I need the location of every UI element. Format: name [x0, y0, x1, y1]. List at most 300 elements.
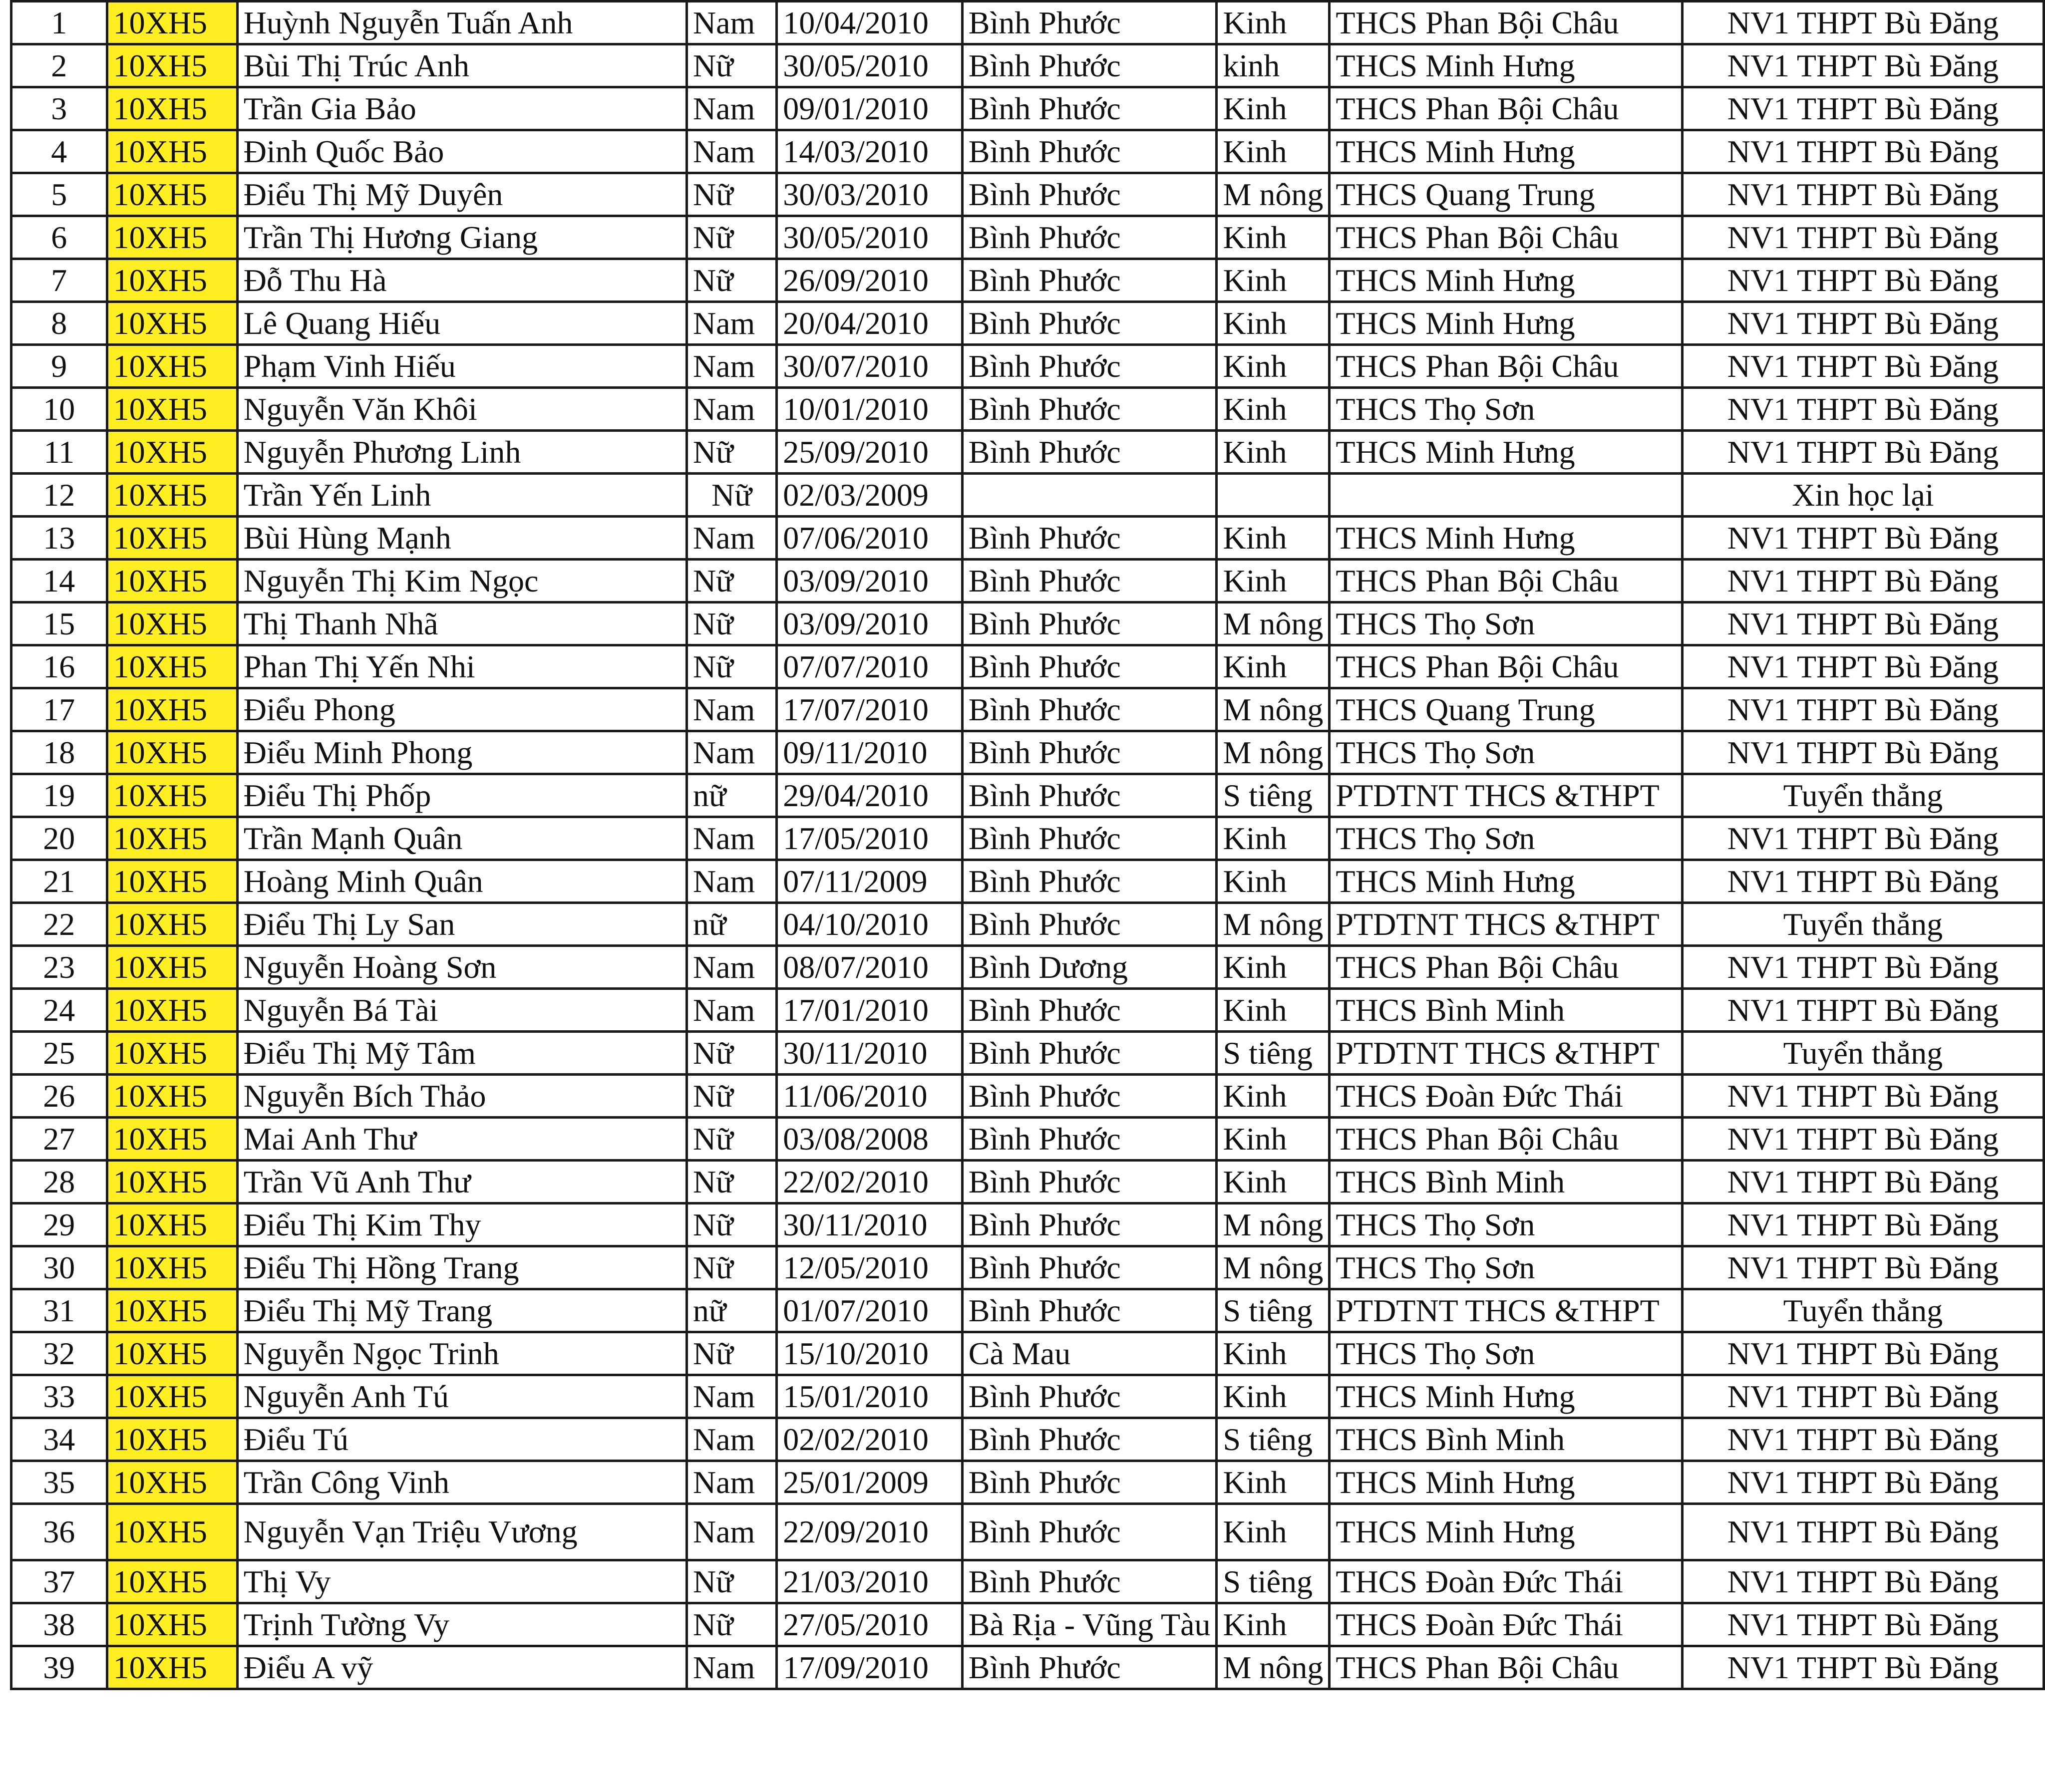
cell-school: THCS Phan Bội Châu [1330, 946, 1682, 989]
cell-ethnicity: Kinh [1217, 989, 1330, 1032]
cell-birth-place: Bình Phước [962, 688, 1217, 731]
cell-ethnicity: Kinh [1217, 1332, 1330, 1375]
table-row [11, 903, 2044, 946]
cell-class: 10XH5 [107, 1461, 237, 1504]
table-row [11, 1646, 2044, 1689]
table-row [11, 517, 2044, 560]
cell-ethnicity: Kinh [1217, 216, 1330, 259]
cell-ethnicity: Kinh [1217, 1461, 1330, 1504]
cell-note: NV1 THPT Bù Đăng [1682, 1375, 2044, 1418]
cell-school: THCS Minh Hưng [1330, 1461, 1682, 1504]
cell-class: 10XH5 [107, 1375, 237, 1418]
cell-gender: Nữ [686, 1203, 776, 1246]
table-row [11, 302, 2044, 345]
cell-note: NV1 THPT Bù Đăng [1682, 216, 2044, 259]
cell-class: 10XH5 [107, 560, 237, 602]
cell-gender: Nam [686, 817, 776, 860]
table-row [11, 1203, 2044, 1246]
cell-class: 10XH5 [107, 1418, 237, 1461]
cell-school: THCS Minh Hưng [1330, 1375, 1682, 1418]
cell-gender: Nam [686, 1646, 776, 1689]
cell-birth-date: 09/01/2010 [777, 87, 963, 130]
cell-birth-place: Bình Phước [962, 259, 1217, 302]
cell-ethnicity: M nông [1217, 1203, 1330, 1246]
cell-birth-place: Bình Phước [962, 1203, 1217, 1246]
cell-stt: 19 [11, 774, 107, 817]
cell-gender: nữ [686, 903, 776, 946]
cell-full-name: Điểu Thị Mỹ Duyên [237, 173, 686, 216]
cell-school: THCS Bình Minh [1330, 1161, 1682, 1203]
cell-gender: Nam [686, 345, 776, 388]
cell-note: Xin học lại [1682, 474, 2044, 517]
cell-school: THCS Quang Trung [1330, 688, 1682, 731]
cell-birth-date: 27/05/2010 [777, 1603, 963, 1646]
cell-birth-place: Bình Phước [962, 774, 1217, 817]
cell-ethnicity: S tiêng [1217, 774, 1330, 817]
cell-class: 10XH5 [107, 259, 237, 302]
cell-gender: nữ [686, 1289, 776, 1332]
table-row [11, 688, 2044, 731]
cell-gender: Nam [686, 517, 776, 560]
cell-ethnicity: Kinh [1217, 860, 1330, 903]
cell-note: NV1 THPT Bù Đăng [1682, 517, 2044, 560]
cell-class: 10XH5 [107, 1032, 237, 1075]
cell-school: THCS Quang Trung [1330, 173, 1682, 216]
table-row [11, 602, 2044, 645]
cell-birth-date: 17/01/2010 [777, 989, 963, 1032]
cell-full-name: Điểu Thị Mỹ Trang [237, 1289, 686, 1332]
cell-full-name: Nguyễn Ngọc Trinh [237, 1332, 686, 1375]
cell-class: 10XH5 [107, 216, 237, 259]
cell-class: 10XH5 [107, 1560, 237, 1603]
cell-school: PTDTNT THCS &THPT [1330, 774, 1682, 817]
cell-gender: Nữ [686, 1603, 776, 1646]
cell-full-name: Điểu Thị Ly San [237, 903, 686, 946]
cell-note: NV1 THPT Bù Đăng [1682, 1118, 2044, 1161]
cell-full-name: Huỳnh Nguyễn Tuấn Anh [237, 1, 686, 44]
cell-birth-date: 30/05/2010 [777, 216, 963, 259]
cell-note: NV1 THPT Bù Đăng [1682, 1203, 2044, 1246]
cell-birth-place: Bình Phước [962, 1, 1217, 44]
cell-school: THCS Phan Bội Châu [1330, 1118, 1682, 1161]
cell-birth-place: Bình Phước [962, 1461, 1217, 1504]
cell-full-name: Trần Gia Bảo [237, 87, 686, 130]
cell-stt: 27 [11, 1118, 107, 1161]
cell-stt: 34 [11, 1418, 107, 1461]
cell-birth-place: Bình Phước [962, 817, 1217, 860]
cell-school: THCS Bình Minh [1330, 1418, 1682, 1461]
cell-gender: Nam [686, 302, 776, 345]
cell-full-name: Bùi Thị Trúc Anh [237, 44, 686, 87]
cell-stt: 13 [11, 517, 107, 560]
cell-school: THCS Phan Bội Châu [1330, 1646, 1682, 1689]
cell-ethnicity: Kinh [1217, 1161, 1330, 1203]
cell-full-name: Bùi Hùng Mạnh [237, 517, 686, 560]
table-row [11, 1161, 2044, 1203]
cell-ethnicity: Kinh [1217, 1375, 1330, 1418]
cell-class: 10XH5 [107, 1289, 237, 1332]
cell-note: Tuyển thẳng [1682, 1032, 2044, 1075]
cell-school: THCS Thọ Sơn [1330, 1332, 1682, 1375]
cell-ethnicity: M nông [1217, 688, 1330, 731]
cell-birth-place: Bình Phước [962, 645, 1217, 688]
cell-birth-place: Cà Mau [962, 1332, 1217, 1375]
cell-class: 10XH5 [107, 388, 237, 431]
cell-birth-place: Bình Phước [962, 1246, 1217, 1289]
cell-stt: 24 [11, 989, 107, 1032]
cell-birth-place: Bình Phước [962, 388, 1217, 431]
cell-stt: 32 [11, 1332, 107, 1375]
cell-gender: Nữ [686, 431, 776, 474]
cell-gender: Nam [686, 1504, 776, 1560]
cell-birth-place: Bà Rịa - Vũng Tàu [962, 1603, 1217, 1646]
table-row [11, 1418, 2044, 1461]
table-row [11, 1375, 2044, 1418]
cell-gender: Nữ [686, 173, 776, 216]
cell-stt: 30 [11, 1246, 107, 1289]
table-row [11, 774, 2044, 817]
cell-note: NV1 THPT Bù Đăng [1682, 989, 2044, 1032]
cell-birth-date: 03/08/2008 [777, 1118, 963, 1161]
cell-birth-date: 03/09/2010 [777, 560, 963, 602]
cell-birth-date: 12/05/2010 [777, 1246, 963, 1289]
cell-ethnicity: Kinh [1217, 1075, 1330, 1118]
cell-class: 10XH5 [107, 1246, 237, 1289]
cell-note: NV1 THPT Bù Đăng [1682, 602, 2044, 645]
table-row [11, 44, 2044, 87]
cell-class: 10XH5 [107, 1646, 237, 1689]
cell-birth-place: Bình Phước [962, 1504, 1217, 1560]
table-body [11, 1, 2044, 1689]
cell-full-name: Trần Công Vinh [237, 1461, 686, 1504]
table-row [11, 560, 2044, 602]
cell-stt: 21 [11, 860, 107, 903]
cell-school: THCS Thọ Sơn [1330, 388, 1682, 431]
cell-note: NV1 THPT Bù Đăng [1682, 731, 2044, 774]
cell-note: NV1 THPT Bù Đăng [1682, 1461, 2044, 1504]
cell-stt: 18 [11, 731, 107, 774]
cell-stt: 22 [11, 903, 107, 946]
cell-stt: 12 [11, 474, 107, 517]
cell-stt: 4 [11, 130, 107, 173]
cell-ethnicity: Kinh [1217, 302, 1330, 345]
cell-ethnicity: M nông [1217, 903, 1330, 946]
cell-school: THCS Đoàn Đức Thái [1330, 1603, 1682, 1646]
cell-school: THCS Bình Minh [1330, 989, 1682, 1032]
cell-birth-place: Bình Dương [962, 946, 1217, 989]
cell-school: THCS Phan Bội Châu [1330, 560, 1682, 602]
cell-stt: 10 [11, 388, 107, 431]
cell-note: NV1 THPT Bù Đăng [1682, 860, 2044, 903]
cell-full-name: Trần Yến Linh [237, 474, 686, 517]
cell-note: Tuyển thẳng [1682, 774, 2044, 817]
cell-birth-date: 17/07/2010 [777, 688, 963, 731]
table-row [11, 345, 2044, 388]
cell-stt: 29 [11, 1203, 107, 1246]
cell-gender: Nữ [686, 1560, 776, 1603]
cell-note: NV1 THPT Bù Đăng [1682, 1603, 2044, 1646]
cell-gender: Nữ [686, 602, 776, 645]
cell-birth-date: 15/01/2010 [777, 1375, 963, 1418]
cell-note: NV1 THPT Bù Đăng [1682, 1504, 2044, 1560]
cell-school: THCS Minh Hưng [1330, 259, 1682, 302]
cell-class: 10XH5 [107, 903, 237, 946]
cell-birth-date: 07/07/2010 [777, 645, 963, 688]
cell-class: 10XH5 [107, 946, 237, 989]
cell-gender: Nữ [686, 259, 776, 302]
cell-class: 10XH5 [107, 517, 237, 560]
cell-ethnicity: M nông [1217, 1646, 1330, 1689]
cell-stt: 16 [11, 645, 107, 688]
table-row [11, 1504, 2044, 1560]
cell-birth-date: 21/03/2010 [777, 1560, 963, 1603]
cell-gender: Nữ [686, 1032, 776, 1075]
cell-note: NV1 THPT Bù Đăng [1682, 302, 2044, 345]
cell-full-name: Điểu Thị Phốp [237, 774, 686, 817]
cell-note: NV1 THPT Bù Đăng [1682, 431, 2044, 474]
cell-class: 10XH5 [107, 1075, 237, 1118]
cell-ethnicity: Kinh [1217, 87, 1330, 130]
cell-full-name: Trịnh Tường Vy [237, 1603, 686, 1646]
cell-gender: Nam [686, 1461, 776, 1504]
cell-stt: 37 [11, 1560, 107, 1603]
cell-gender: Nữ [686, 1332, 776, 1375]
cell-ethnicity: Kinh [1217, 645, 1330, 688]
cell-school: THCS Minh Hưng [1330, 431, 1682, 474]
cell-school: THCS Minh Hưng [1330, 302, 1682, 345]
table-row [11, 989, 2044, 1032]
table-row [11, 731, 2044, 774]
cell-ethnicity: M nông [1217, 731, 1330, 774]
student-list-table [10, 0, 2045, 1690]
cell-school: THCS Phan Bội Châu [1330, 216, 1682, 259]
cell-birth-place: Bình Phước [962, 216, 1217, 259]
cell-birth-date: 25/01/2009 [777, 1461, 963, 1504]
cell-full-name: Điểu Thị Kim Thy [237, 1203, 686, 1246]
cell-gender: Nam [686, 731, 776, 774]
cell-gender: nữ [686, 774, 776, 817]
table-row [11, 474, 2044, 517]
cell-stt: 17 [11, 688, 107, 731]
table-row [11, 817, 2044, 860]
cell-full-name: Thị Thanh Nhã [237, 602, 686, 645]
table-row [11, 388, 2044, 431]
cell-full-name: Điểu Thị Hồng Trang [237, 1246, 686, 1289]
cell-ethnicity: M nông [1217, 602, 1330, 645]
cell-stt: 20 [11, 817, 107, 860]
cell-school: THCS Minh Hưng [1330, 860, 1682, 903]
cell-stt: 25 [11, 1032, 107, 1075]
cell-note: NV1 THPT Bù Đăng [1682, 1075, 2044, 1118]
cell-full-name: Điểu A vỹ [237, 1646, 686, 1689]
cell-stt: 8 [11, 302, 107, 345]
table-row [11, 1560, 2044, 1603]
cell-birth-date: 17/09/2010 [777, 1646, 963, 1689]
cell-note: NV1 THPT Bù Đăng [1682, 259, 2044, 302]
cell-stt: 3 [11, 87, 107, 130]
cell-class: 10XH5 [107, 645, 237, 688]
cell-gender: Nữ [686, 474, 776, 517]
cell-class: 10XH5 [107, 345, 237, 388]
cell-birth-date: 02/03/2009 [777, 474, 963, 517]
cell-stt: 11 [11, 431, 107, 474]
cell-ethnicity: kinh [1217, 44, 1330, 87]
table-row [11, 946, 2044, 989]
cell-birth-date: 14/03/2010 [777, 130, 963, 173]
cell-full-name: Nguyễn Anh Tú [237, 1375, 686, 1418]
cell-note: NV1 THPT Bù Đăng [1682, 817, 2044, 860]
cell-note: NV1 THPT Bù Đăng [1682, 1560, 2044, 1603]
cell-class: 10XH5 [107, 1203, 237, 1246]
cell-class: 10XH5 [107, 431, 237, 474]
cell-birth-date: 07/11/2009 [777, 860, 963, 903]
cell-birth-date: 10/04/2010 [777, 1, 963, 44]
cell-birth-place: Bình Phước [962, 87, 1217, 130]
cell-birth-date: 03/09/2010 [777, 602, 963, 645]
cell-ethnicity: Kinh [1217, 817, 1330, 860]
cell-birth-place: Bình Phước [962, 1161, 1217, 1203]
cell-note: Tuyển thẳng [1682, 1289, 2044, 1332]
cell-stt: 31 [11, 1289, 107, 1332]
cell-gender: Nam [686, 688, 776, 731]
cell-birth-date: 17/05/2010 [777, 817, 963, 860]
table-row [11, 87, 2044, 130]
cell-stt: 6 [11, 216, 107, 259]
cell-birth-place: Bình Phước [962, 860, 1217, 903]
cell-note: NV1 THPT Bù Đăng [1682, 44, 2044, 87]
cell-ethnicity: S tiêng [1217, 1032, 1330, 1075]
cell-full-name: Trần Thị Hương Giang [237, 216, 686, 259]
cell-ethnicity: Kinh [1217, 259, 1330, 302]
cell-note: NV1 THPT Bù Đăng [1682, 946, 2044, 989]
table-row [11, 1603, 2044, 1646]
cell-ethnicity: Kinh [1217, 388, 1330, 431]
cell-class: 10XH5 [107, 688, 237, 731]
cell-gender: Nam [686, 87, 776, 130]
cell-full-name: Lê Quang Hiếu [237, 302, 686, 345]
cell-full-name: Nguyễn Vạn Triệu Vương [237, 1504, 686, 1560]
cell-class: 10XH5 [107, 1603, 237, 1646]
cell-birth-date: 25/09/2010 [777, 431, 963, 474]
cell-school: PTDTNT THCS &THPT [1330, 1289, 1682, 1332]
cell-full-name: Nguyễn Thị Kim Ngọc [237, 560, 686, 602]
cell-note: NV1 THPT Bù Đăng [1682, 1246, 2044, 1289]
cell-gender: Nữ [686, 1118, 776, 1161]
cell-birth-date: 29/04/2010 [777, 774, 963, 817]
cell-note: NV1 THPT Bù Đăng [1682, 87, 2044, 130]
cell-full-name: Điểu Minh Phong [237, 731, 686, 774]
cell-birth-date: 30/07/2010 [777, 345, 963, 388]
cell-ethnicity: M nông [1217, 1246, 1330, 1289]
cell-birth-date: 01/07/2010 [777, 1289, 963, 1332]
cell-note: NV1 THPT Bù Đăng [1682, 1, 2044, 44]
cell-school: THCS Thọ Sơn [1330, 731, 1682, 774]
cell-school: PTDTNT THCS &THPT [1330, 1032, 1682, 1075]
cell-gender: Nữ [686, 1161, 776, 1203]
cell-stt: 7 [11, 259, 107, 302]
cell-birth-date: 07/06/2010 [777, 517, 963, 560]
cell-school: THCS Thọ Sơn [1330, 1203, 1682, 1246]
table-row [11, 1075, 2044, 1118]
table-row [11, 1, 2044, 44]
cell-birth-place: Bình Phước [962, 903, 1217, 946]
cell-gender: Nữ [686, 1075, 776, 1118]
table-row [11, 431, 2044, 474]
cell-birth-place: Bình Phước [962, 517, 1217, 560]
cell-full-name: Đỗ Thu Hà [237, 259, 686, 302]
cell-note: NV1 THPT Bù Đăng [1682, 345, 2044, 388]
cell-birth-date: 30/11/2010 [777, 1203, 963, 1246]
cell-gender: Nam [686, 989, 776, 1032]
cell-gender: Nữ [686, 560, 776, 602]
cell-birth-date: 02/02/2010 [777, 1418, 963, 1461]
cell-gender: Nam [686, 388, 776, 431]
cell-note: Tuyển thẳng [1682, 903, 2044, 946]
cell-school: THCS Phan Bội Châu [1330, 645, 1682, 688]
cell-class: 10XH5 [107, 87, 237, 130]
cell-ethnicity: Kinh [1217, 431, 1330, 474]
cell-stt: 33 [11, 1375, 107, 1418]
cell-school: THCS Minh Hưng [1330, 44, 1682, 87]
cell-full-name: Nguyễn Bá Tài [237, 989, 686, 1032]
cell-school: THCS Minh Hưng [1330, 517, 1682, 560]
cell-stt: 28 [11, 1161, 107, 1203]
cell-stt: 39 [11, 1646, 107, 1689]
cell-stt: 1 [11, 1, 107, 44]
cell-note: NV1 THPT Bù Đăng [1682, 1646, 2044, 1689]
cell-birth-place: Bình Phước [962, 1075, 1217, 1118]
cell-birth-date: 20/04/2010 [777, 302, 963, 345]
cell-class: 10XH5 [107, 1161, 237, 1203]
cell-gender: Nam [686, 1375, 776, 1418]
cell-note: NV1 THPT Bù Đăng [1682, 388, 2044, 431]
cell-birth-place [962, 474, 1217, 517]
cell-school: THCS Minh Hưng [1330, 130, 1682, 173]
cell-ethnicity: Kinh [1217, 1504, 1330, 1560]
cell-stt: 26 [11, 1075, 107, 1118]
cell-note: NV1 THPT Bù Đăng [1682, 1332, 2044, 1375]
cell-gender: Nam [686, 1, 776, 44]
cell-class: 10XH5 [107, 474, 237, 517]
cell-birth-date: 26/09/2010 [777, 259, 963, 302]
cell-birth-date: 10/01/2010 [777, 388, 963, 431]
cell-full-name: Nguyễn Hoàng Sơn [237, 946, 686, 989]
cell-birth-place: Bình Phước [962, 345, 1217, 388]
cell-birth-place: Bình Phước [962, 44, 1217, 87]
cell-birth-date: 09/11/2010 [777, 731, 963, 774]
cell-note: NV1 THPT Bù Đăng [1682, 173, 2044, 216]
table-row [11, 860, 2044, 903]
cell-gender: Nam [686, 946, 776, 989]
cell-ethnicity: Kinh [1217, 560, 1330, 602]
cell-full-name: Thị Vy [237, 1560, 686, 1603]
cell-ethnicity [1217, 474, 1330, 517]
cell-class: 10XH5 [107, 989, 237, 1032]
cell-note: NV1 THPT Bù Đăng [1682, 688, 2044, 731]
cell-ethnicity: Kinh [1217, 130, 1330, 173]
table-row [11, 1246, 2044, 1289]
cell-birth-date: 30/03/2010 [777, 173, 963, 216]
cell-full-name: Hoàng Minh Quân [237, 860, 686, 903]
cell-class: 10XH5 [107, 173, 237, 216]
cell-stt: 38 [11, 1603, 107, 1646]
cell-full-name: Mai Anh Thư [237, 1118, 686, 1161]
table-row [11, 130, 2044, 173]
cell-birth-place: Bình Phước [962, 989, 1217, 1032]
cell-full-name: Trần Mạnh Quân [237, 817, 686, 860]
table-row [11, 1332, 2044, 1375]
cell-birth-place: Bình Phước [962, 302, 1217, 345]
